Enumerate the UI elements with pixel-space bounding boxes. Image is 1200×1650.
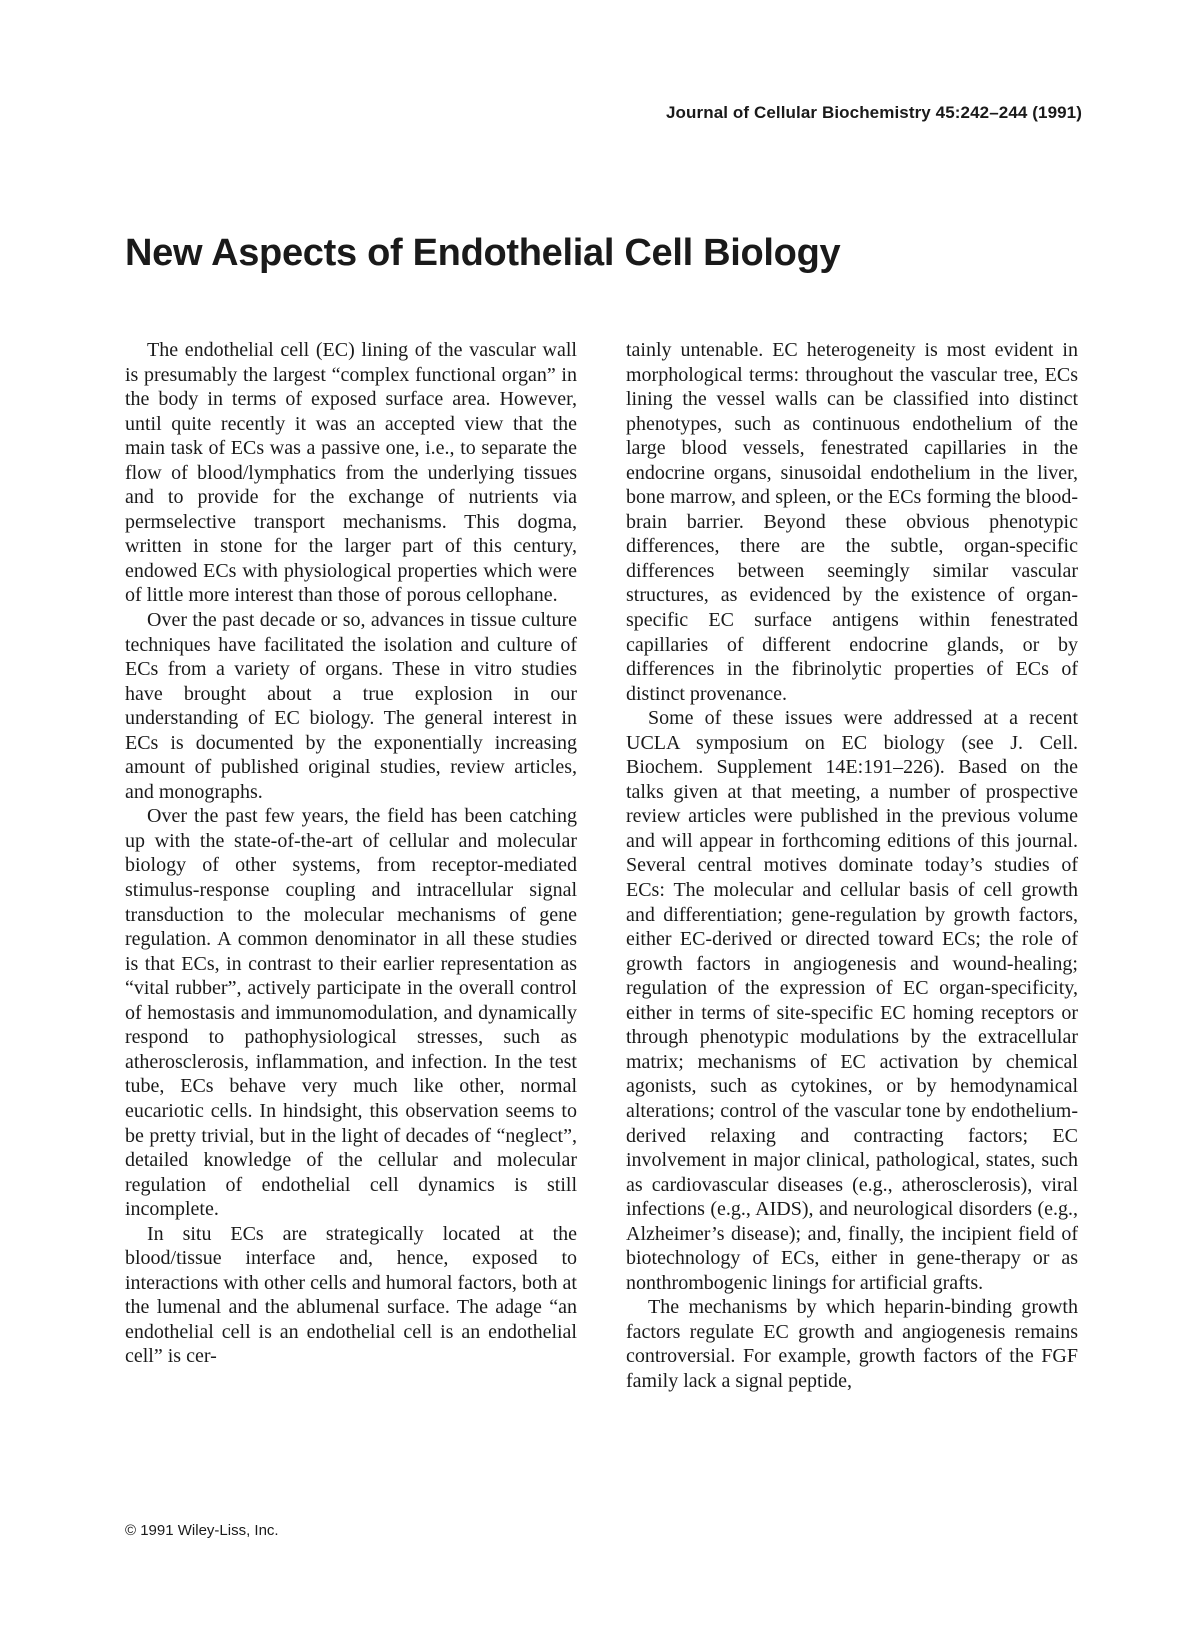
left-column [125, 338, 577, 1369]
paragraph: In situ ECs are strategically located at the blood/tissue interface and, hence, exposed to interactions with other cells and humoral factors, both at the lumenal and the ablumenal surface. The adage “an endothelial cell is an endothelial cell is an endothelial cell” is cer- [125, 1222, 577, 1368]
paragraph: Over the past few years, the field has been catching up with the state-of-the-art of cellular and molecular biology of other systems, from receptor-mediated stimulus-response coupling and intracellular signal transduction to the molecular mechanisms of gene regulation. A common denominator in all these studies is that ECs, in contrast to their earlier representation as “vital rubber”, actively participate in the overall control of hemostasis and immunomodulation, and dynamically respond to pathophysiological stresses, such as atherosclerosis, inflammation, and infection. In the test tube, ECs behave very much like other, normal eucariotic cells. In hindsight, this observation seems to be pretty trivial, but in the light of decades of “neglect”, detailed knowledge of the cellular and molecular regulation of endothelial cell dynamics is still incomplete. [125, 805, 577, 1221]
copyright-notice: © 1991 Wiley-Liss, Inc. [125, 1522, 279, 1539]
article-title: New Aspects of Endothelial Cell Biology [125, 232, 841, 274]
right-column [626, 338, 1078, 1394]
paragraph-continued: tainly untenable. EC heterogeneity is most evident in morphological terms: throughout the vascular tree, ECs lining the vessel walls can be classified into distinct phenotypes, such as continuous endothelium of the large blood vessels, fenestrated capillaries in the endocrine organs, sinusoidal endothelium in the liver, bone marrow, and spleen, or the ECs forming the blood-brain barrier. Beyond these obvious phenotypic differences, there are the subtle, organ-specific differences between seemingly similar vascular structures, as evidenced by the existence of organ-specific EC surface antigens within fenestrated capillaries of different endocrine glands, or by differences in the fibrinolytic properties of ECs of distinct provenance. [626, 339, 1078, 705]
running-head: Journal of Cellular Biochemistry 45:242–244 (1991) [665, 103, 1082, 122]
paragraph: Some of these issues were addressed at a recent UCLA symposium on EC biology (see J. Cell. Biochem. Supplement 14E:191–226). Based on the talks given at that meeting, a number of prospective review articles were published in the previous volume and will appear in forthcoming editions of this journal. Several central motives dominate today’s studies of ECs: The molecular and cellular basis of cell growth and differentiation; gene-regulation by growth factors, either EC-derived or directed toward ECs; the role of growth factors in angiogenesis and wound-healing; regulation of the expression of EC organ-specificity, either in terms of site-specific EC homing receptors or through phenotypic modulations by the extracellular matrix; mechanisms of EC activation by chemical agonists, such as cytokines, or by hemodynamical alterations; control of the vascular tone by endothelium-derived relaxing and contracting factors; EC involvement in major clinical, pathological, states, such as cardiovascular diseases (e.g., atherosclerosis), viral infections (e.g., AIDS), and neurological disorders (e.g., Alzheimer’s disease); and, finally, the incipient field of biotechnology of ECs, either in gene-therapy or as nonthrombogenic linings for artificial grafts. [626, 707, 1078, 1294]
paragraph: The mechanisms by which heparin-binding growth factors regulate EC growth and angiogenesis remains controversial. For example, growth factors of the FGF family lack a signal peptide, [626, 1296, 1078, 1392]
paragraph: The endothelial cell (EC) lining of the vascular wall is presumably the largest “complex functional organ” in the body in terms of exposed surface area. However, until quite recently it was an accepted view that the main task of ECs was a passive one, i.e., to separate the flow of blood/lymphatics from the underlying tissues and to provide for the exchange of nutrients via permselective transport mechanisms. This dogma, written in stone for the larger part of this century, endowed ECs with physiological properties which were of little more interest than those of porous cellophane. [125, 339, 577, 607]
paragraph: Over the past decade or so, advances in tissue culture techniques have facilitated the isolation and culture of ECs from a variety of organs. These in vitro studies have brought about a true explosion in our understanding of EC biology. The general interest in ECs is documented by the exponentially increasing amount of published original studies, review articles, and monographs. [125, 609, 577, 803]
